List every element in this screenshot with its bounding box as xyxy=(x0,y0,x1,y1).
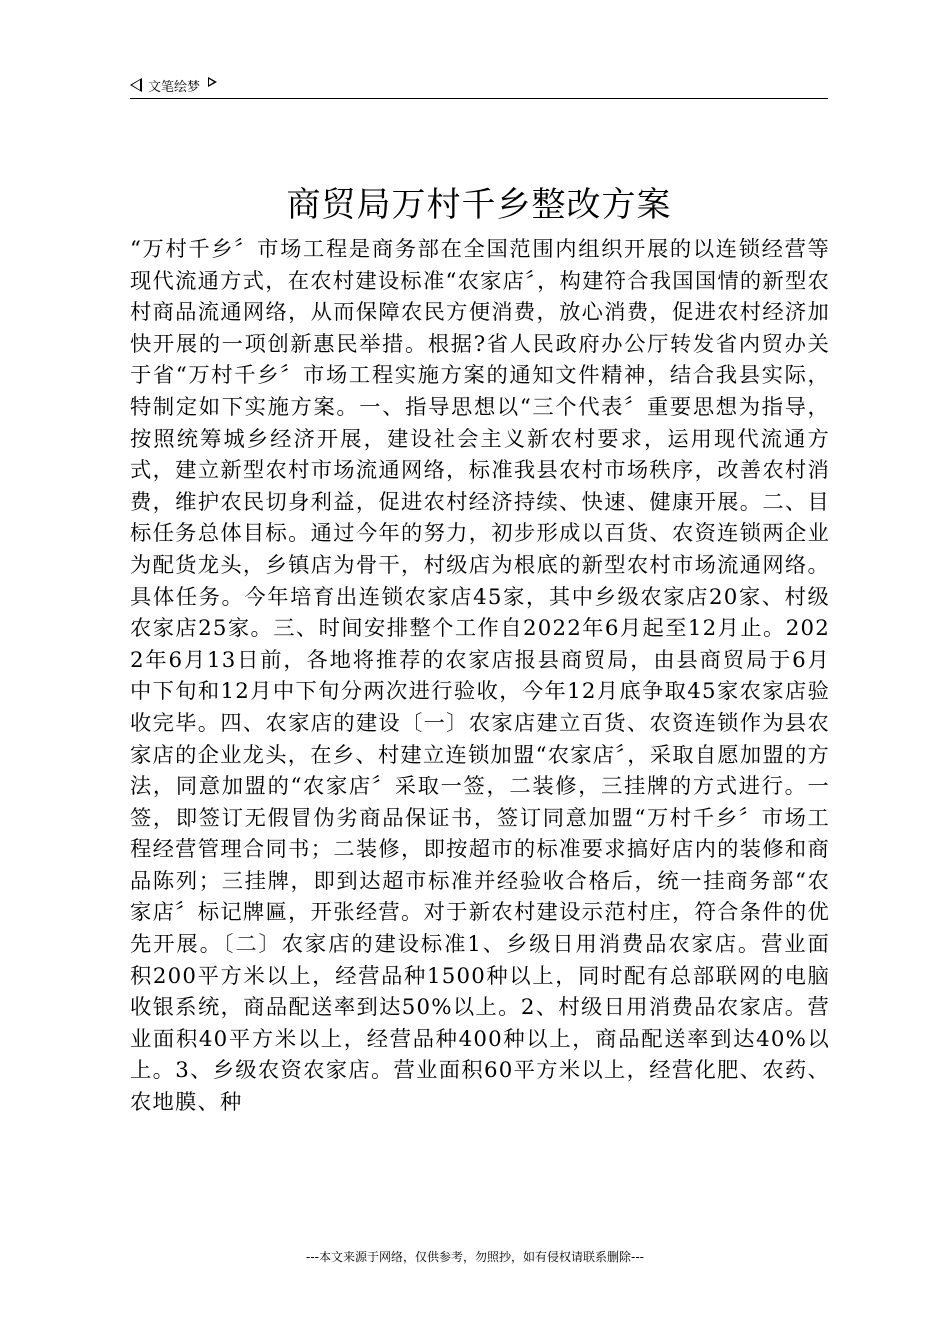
triangle-left-outline-icon xyxy=(130,78,142,92)
header-divider xyxy=(130,98,828,99)
header-label: 文笔绘梦 xyxy=(148,79,201,95)
triangle-right-outline-icon xyxy=(208,77,217,87)
document-body: “万村千乡〞市场工程是商务部在全国范围内组织开展的以连锁经营等现代流通方式，在农村建设标准“农家店〞，构建符合我国国情的新型农村商品流通网络，从而保障农民方便消费，放心消费，促进农村经济加快开展的一项创新惠民举措。根据?省人民政府办公厅转发省内贸办关于省“万村千乡〞市场工程实施方案的通知文件精神，结合我县实际，特制定如下实施方案。一、指导思想以“三个代表〞重要思想为指导，按照统筹城乡经济开展，建设社会主义新农村要求，运用现代流通方式，建立新型农村市场流通网络，标准我县农村市场秩序，改善农村消费，维护农民切身利益，促进农村经济持续、快速、健康开展。二、目标任务总体目标。通过今年的努力，初步形成以百货、农资连锁两企业为配货龙头，乡镇店为骨干，村级店为根底的新型农村市场流通网络。具体任务。今年培育出连锁农家店45家，其中乡级农家店20家、村级农家店25家。三、时间安排整个工作自2022年6月起至12月止。2022年6月13日前，各地将推荐的农家店报县商贸局，由县商贸局于6月中下旬和12月中下旬分两次进行验收，今年12月底争取45家农家店验收完毕。四、农家店的建设〔一〕农家店建立百货、农资连锁作为县农家店的企业龙头，在乡、村建立连锁加盟“农家店〞，采取自愿加盟的方法，同意加盟的“农家店〞采取一签，二装修，三挂牌的方式进行。一签，即签订无假冒伪劣商品保证书，签订同意加盟“万村千乡〞市场工程经营管理合同书；二装修，即按超市的标准要求搞好店内的装修和商品陈列；三挂牌，即到达超市标准并经验收合格后，统一挂商务部“农家店〞标记牌匾，开张经营。对于新农村建设示范村庄，符合条件的优先开展。〔二〕农家店的建设标准1、乡级日用消费品农家店。营业面积200平方米以上，经营品种1500种以上，同时配有总部联网的电脑收银系统，商品配送率到达50%以上。2、村级日用消费品农家店。营业面积40平方米以上，经营品种400种以上，商品配送率到达40%以上。3、乡级农资农家店。营业面积60平方米以上，经营化肥、农药、农地膜、种 xyxy=(130,237,830,1116)
document-title: 商贸局万村千乡整改方案 xyxy=(286,185,672,225)
footer-disclaimer: ---本文来源于网络，仅供参考，勿照抄，如有侵权请联系删除--- xyxy=(306,1250,644,1264)
page-header xyxy=(130,72,828,98)
